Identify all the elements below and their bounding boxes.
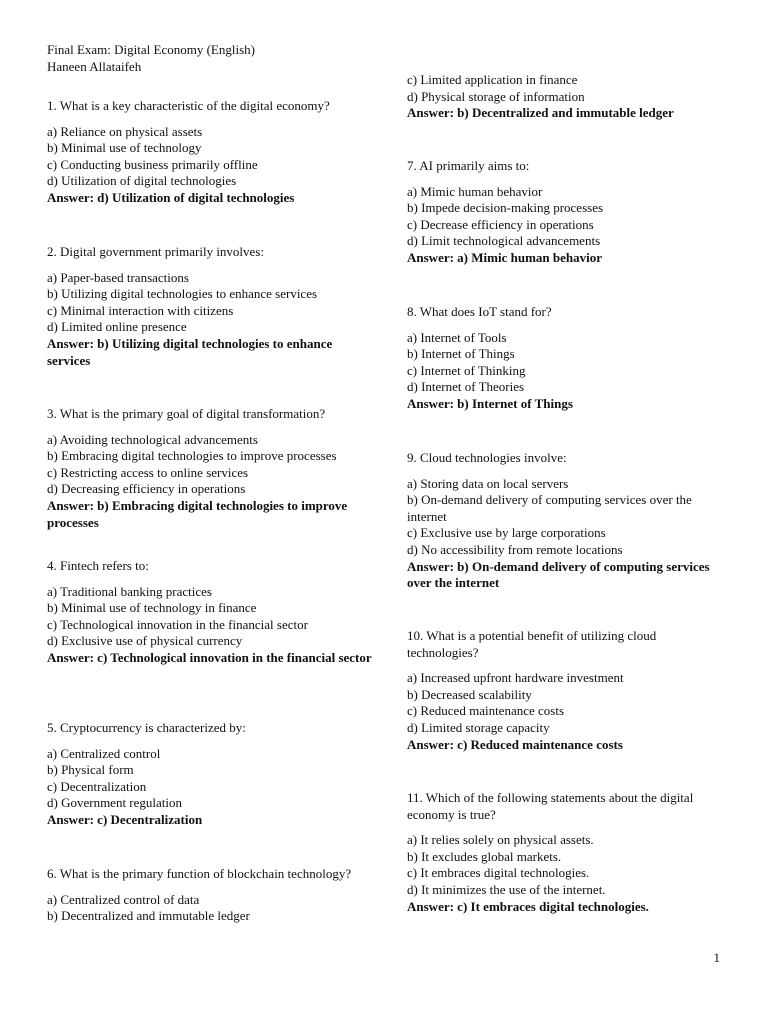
option-a: a) Centralized control of data	[47, 891, 200, 907]
question-text: 10. What is a potential benefit of utilizing cloud technologies?	[407, 628, 657, 660]
option-b: b) Decreased scalability	[407, 686, 532, 702]
option-c: c) Reduced maintenance costs	[407, 703, 565, 719]
option-d: d) Physical storage of information	[407, 88, 585, 104]
option-b: b) Impede decision-making processes	[407, 200, 604, 216]
page-number: 1	[713, 950, 720, 965]
option-d: d) Internet of Theories	[407, 379, 525, 395]
option-b: b) Minimal use of technology	[47, 140, 202, 156]
option-a: a) Traditional banking practices	[47, 583, 212, 599]
option-b: b) On-demand delivery of computing services over the internet	[407, 492, 692, 524]
option-a: a) Centralized control	[47, 745, 161, 761]
option-b: b) Physical form	[47, 762, 134, 778]
answer-line: Answer: c) Decentralization	[47, 811, 203, 827]
option-a: a) Avoiding technological advancements	[47, 431, 258, 447]
question-block-6	[47, 866, 372, 925]
option-d: d) Limited storage capacity	[407, 719, 550, 735]
option-a: a) Internet of Tools	[407, 329, 507, 345]
question-text: 7. AI primarily aims to:	[407, 158, 530, 173]
answer-line: Answer: c) Reduced maintenance costs	[407, 736, 623, 752]
option-d: d) Limited online presence	[47, 319, 187, 335]
author-name: Haneen Allataifeh	[47, 58, 142, 74]
question-text: 1. What is a key characteristic of the digital economy?	[47, 98, 330, 113]
option-c: c) Conducting business primarily offline	[47, 156, 258, 172]
question-block-4	[47, 558, 372, 667]
question-block-1	[47, 98, 372, 207]
question-text: 4. Fintech refers to:	[47, 558, 149, 573]
answer-line: Answer: a) Mimic human behavior	[407, 249, 602, 265]
question-text: 6. What is the primary function of blockchain technology?	[47, 866, 352, 881]
option-b: b) Embracing digital technologies to improve processes	[47, 448, 337, 464]
question-text: 3. What is the primary goal of digital transformation?	[47, 406, 326, 421]
option-d: d) Decreasing efficiency in operations	[47, 481, 246, 497]
option-c: c) Restricting access to online services	[47, 464, 249, 480]
exam-title: Final Exam: Digital Economy (English)	[47, 42, 255, 57]
answer-line: Answer: d) Utilization of digital technologies	[47, 189, 295, 205]
option-d: d) It minimizes the use of the internet.	[407, 881, 606, 897]
option-c: c) Minimal interaction with citizens	[47, 302, 234, 318]
option-d: d) Utilization of digital technologies	[47, 173, 237, 189]
option-c: c) Limited application in finance	[407, 72, 578, 87]
question-text: 5. Cryptocurrency is characterized by:	[47, 720, 246, 735]
option-c: c) Technological innovation in the financial sector	[47, 616, 308, 632]
question-text: 9. Cloud technologies involve:	[407, 450, 567, 465]
option-c: c) Decentralization	[47, 778, 147, 794]
question-block-5	[47, 720, 372, 829]
question-text: 11. Which of the following statements about the digital economy is true?	[407, 790, 694, 822]
answer-line: Answer: b) Internet of Things	[407, 395, 573, 411]
option-c: c) Decrease efficiency in operations	[407, 216, 594, 232]
option-b: b) It excludes global markets.	[407, 848, 562, 864]
question-block-3	[47, 406, 372, 531]
question-text: 2. Digital government primarily involves:	[47, 244, 264, 259]
question-block-11	[407, 790, 725, 915]
answer-line: Answer: b) Decentralized and immutable ledger	[407, 105, 674, 121]
question-block-8	[407, 304, 725, 413]
option-d: d) Government regulation	[47, 795, 183, 811]
document-header	[47, 42, 377, 75]
option-a: a) Reliance on physical assets	[47, 123, 203, 139]
option-d: d) Exclusive use of physical currency	[47, 633, 243, 649]
question-block-10	[407, 628, 725, 753]
option-b: b) Utilizing digital technologies to enhance services	[47, 286, 318, 302]
option-d: d) Limit technological advancements	[407, 233, 601, 249]
question-block-7	[407, 158, 725, 267]
question-block-9	[407, 450, 725, 592]
option-a: a) Storing data on local servers	[407, 475, 569, 491]
option-a: a) Paper-based transactions	[47, 269, 189, 285]
answer-line: Answer: b) Embracing digital technologies to improve processes	[47, 497, 348, 530]
question-block-2	[47, 244, 372, 369]
option-a: a) It relies solely on physical assets.	[407, 832, 594, 848]
answer-line: Answer: c) Technological innovation in the financial sector	[47, 649, 372, 665]
option-a: a) Increased upfront hardware investment	[407, 670, 624, 686]
option-a: a) Mimic human behavior	[407, 183, 543, 199]
option-c: c) Internet of Thinking	[407, 362, 526, 378]
answer-line: Answer: b) On-demand delivery of computing services over the internet	[407, 558, 710, 591]
option-b: b) Internet of Things	[407, 346, 515, 362]
option-c: c) Exclusive use by large corporations	[407, 525, 606, 541]
option-c: c) It embraces digital technologies.	[407, 865, 590, 881]
answer-line: Answer: c) It embraces digital technologies.	[407, 898, 649, 914]
option-b: b) Decentralized and immutable ledger	[47, 908, 250, 924]
question-text: 8. What does IoT stand for?	[407, 304, 552, 319]
answer-line: Answer: b) Utilizing digital technologies to enhance services	[47, 335, 333, 368]
question-block-6-continued	[407, 72, 725, 122]
option-b: b) Minimal use of technology in finance	[47, 600, 257, 616]
option-d: d) No accessibility from remote locations	[407, 541, 623, 557]
